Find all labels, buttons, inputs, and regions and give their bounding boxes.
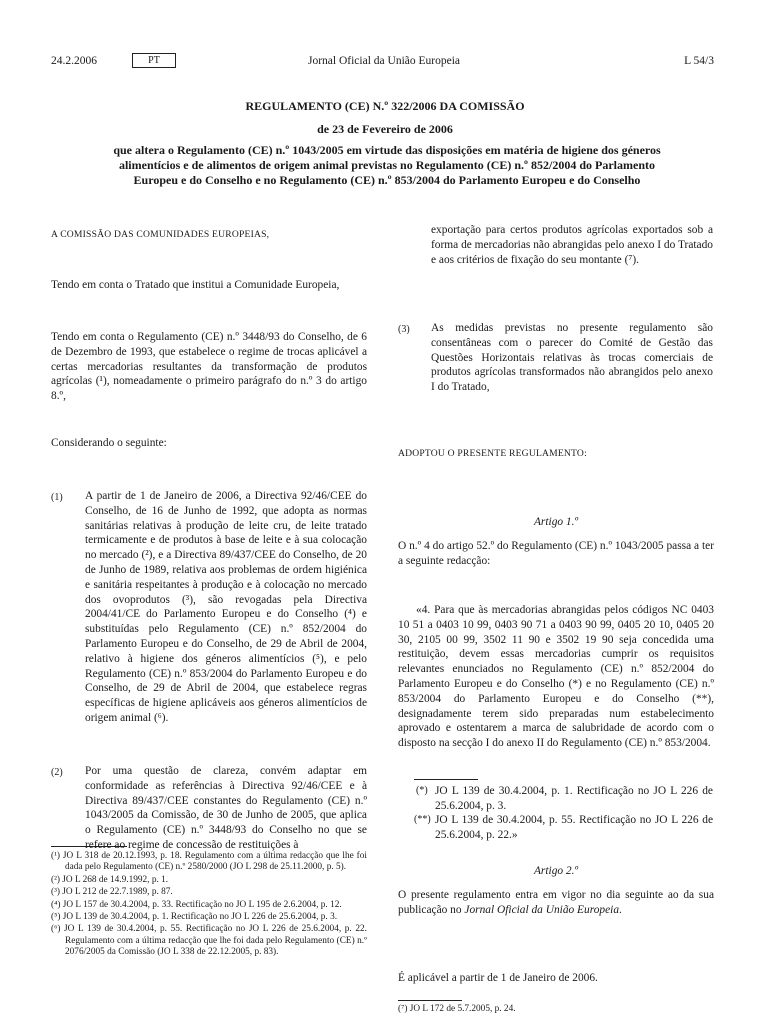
considering-heading: Considerando o seguinte:: [51, 437, 167, 449]
footnote-3: (³) JO L 212 de 22.7.1989, p. 87.: [51, 887, 173, 898]
journal-name-italic: Jornal Oficial da União Europeia: [464, 903, 620, 916]
footnotes-left: [51, 851, 367, 959]
article-2-text-b: .: [619, 903, 622, 916]
adopted-heading: ADOPTOU O PRESENTE REGULAMENTO:: [398, 448, 587, 459]
recital-treaty: Tendo em conta o Tratado que institui a Comunidade Europeia,: [51, 279, 340, 291]
regulation-date: de 23 de Fevereiro de 2006: [317, 122, 453, 136]
paragraph-2: Por uma questão de clareza, convém adaptar em conformidade as referências à Directiva 92/46/CEE e à Directiva 89/437/CEE constantes do Regulamento (CE) n.º 1043/2005 da Comissão, de 30 de Junho de 2005, que aplica o Regulamento (CE) n.º 3448/93 do Conselho no que se refere ao regime de concessão de restituições à: [85, 765, 367, 851]
article-1-text: O n.º 4 do artigo 52.º do Regulamento (CE) n.º 1043/2005 passa a ter a seguinte redacção:: [398, 540, 714, 567]
paragraph-number-1: (1): [51, 492, 63, 503]
footnote-1: (¹) JO L 318 de 20.12.1993, p. 18. Regulamento com a última redacção que lhe foi dada pelo Regulamento (CE) n.º 2580/2000 (JO L 298 de 25.11.2000, p. 5).: [51, 851, 367, 873]
paragraph-number-2: (2): [51, 767, 63, 778]
paragraph-number-3: (3): [398, 324, 410, 335]
quote-footnote-1: JO L 139 de 30.4.2004, p. 1. Rectificação no JO L 226 de 25.6.2004, p. 3.: [435, 785, 713, 812]
paragraph-1: A partir de 1 de Janeiro de 2006, a Directiva 92/46/CEE do Conselho, de 16 de Junho de 1992, que adopta as normas sanitárias relativas à produção de leite cru, de leite tratado termicamente e de produtos à base de leite e à sua colocação no mercado (²), e a Directiva 89/437/CEE do Conselho, de 20 de Junho de 1989, relativa aos problemas de ordem higiénica e sanitária respeitantes à produção e à colocação no mercado dos ovoprodutos (³), são revogadas pela Directiva 2004/41/CE do Parlamento Europeu e do Conselho (⁴) e substituídas pelo Regulamento (CE) n.º 852/2004 do Parlamento Europeu e do Conselho, de 29 de Abril de 2004, relativo à higiene dos géneros alimentícios (⁵), e pelo Regulamento (CE) n.º 853/2004 do Parlamento Europeu e do Conselho, de 29 de Abril de 2004, que estabelece regras específicas de higiene aplicáveis aos géneros alimentícios de origem animal (⁶).: [85, 490, 367, 724]
quote-footnote-2-mark: (**): [414, 814, 431, 825]
article-1-quote: «4. Para que às mercadorias abrangidas pelos códigos NC 0403 10 51 a 0403 10 99, 0403 90 71 a 0403 90 99, 0405 20 10, 0405 20 30, 2105 00 99, 3502 11 90 e 3502 19 90 seja concedida uma restituição, devem essas mercadorias cumprir os requisitos relevantes enunciados no Regulamento (CE) n.º 852/2004 do Parlamento Europeu e do Conselho (*) e no Regulamento (CE) n.º 853/2004 do Parlamento Europeu e do Conselho (**), designadamente terem sido preparadas num estabelecimento aprovado e ostentarem a marca de salubridade de acordo com o disposto na secção I do anexo II do Regulamento (CE) n.º 853/2004.: [398, 604, 714, 750]
article-1-title: Artigo 1.º: [533, 516, 579, 528]
footnote-7: (⁷) JO L 172 de 5.7.2005, p. 24.: [398, 1004, 516, 1014]
footnote-separator: [51, 846, 127, 847]
footnote-4: (⁴) JO L 157 de 30.4.2004, p. 33. Rectificação no JO L 195 de 2.6.2004, p. 12.: [51, 899, 342, 910]
article-2-text-a: O presente regulamento entra em vigor no dia seguinte ao da sua publicação no: [398, 889, 714, 916]
header-date: 24.2.2006: [51, 55, 97, 67]
language-badge: PT: [132, 53, 176, 68]
paragraph-2-continued: exportação para certos produtos agrícolas exportados sob a forma de mercadorias não abrangidas pelo anexo I do Tratado e aos critérios de fixação do seu montante (⁷).: [431, 224, 713, 266]
footnote-2: (²) JO L 268 de 14.9.1992, p. 1.: [51, 874, 169, 885]
regulation-title: REGULAMENTO (CE) N.º 322/2006 DA COMISSÃO: [245, 99, 525, 113]
journal-title: Jornal Oficial da União Europeia: [308, 55, 460, 67]
article-2-title: Artigo 2.º: [533, 865, 579, 877]
applicable-date: É aplicável a partir de 1 de Janeiro de 2006.: [398, 972, 598, 984]
page-reference: L 54/3: [684, 55, 714, 67]
footnote-5: (⁵) JO L 139 de 30.4.2004, p. 1. Rectificação no JO L 226 de 25.6.2004, p. 3.: [51, 912, 338, 923]
article-2-text: [398, 888, 714, 918]
footnote-7-separator: [398, 1000, 462, 1001]
recital-regulation: Tendo em conta o Regulamento (CE) n.º 3448/93 do Conselho, de 6 de Dezembro de 1993, que estabelece o regime de trocas aplicável a certas mercadorias resultantes da transformação de produtos agrícolas (¹), nomeadamente o primeiro parágrafo do n.º 3 do artigo 8.º,: [51, 331, 367, 403]
commission-heading: A COMISSÃO DAS COMUNIDADES EUROPEIAS,: [51, 229, 270, 240]
paragraph-3: As medidas previstas no presente regulamento são consentâneas com o parecer do Comité de Gestão das Questões Horizontais relativas às trocas comerciais de produtos agrícolas transformados não abrangidos pelo anexo I do Tratado,: [431, 322, 713, 394]
footnote-6: (⁶) JO L 139 de 30.4.2004, p. 55. Rectificação no JO L 226 de 25.6.2004, p. 22. Regulamento com a última redacção que lhe foi dada pelo Regulamento (CE) n.º 2076/2005 da Comissão (JO L 338 de 22.12.2005, p. 83).: [51, 924, 367, 958]
quote-footnote-2: JO L 139 de 30.4.2004, p. 55. Rectificação no JO L 226 de 25.6.2004, p. 22.»: [435, 814, 713, 841]
regulation-subtitle: que altera o Regulamento (CE) n.º 1043/2005 em virtude das disposições em matéria de higiene dos géneros alimentícios e de alimentos de origem animal previstas no Regulamento (CE) n.º 852/2004 do Parlamento Europeu e do Conselho e no Regulamento (CE) n.º 853/2004 do Parlamento Europeu e do Conselho: [113, 143, 661, 187]
quote-footnote-separator: [414, 779, 478, 780]
quote-footnote-1-mark: (*): [416, 785, 428, 796]
